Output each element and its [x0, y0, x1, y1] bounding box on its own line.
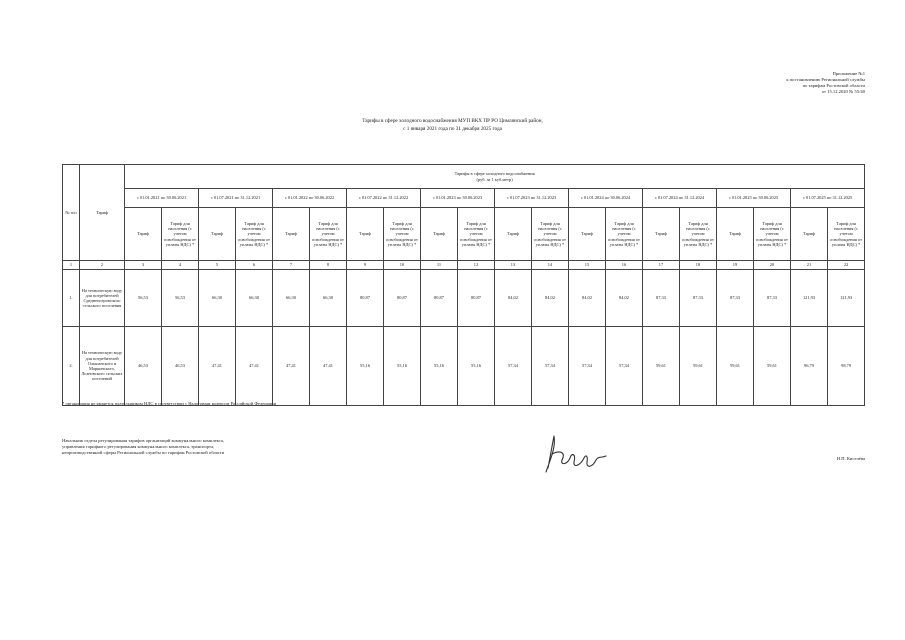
tariff-value: 46,53 — [162, 327, 199, 406]
appendix-header — [645, 71, 865, 95]
sub-header-tariff: Тариф — [125, 208, 162, 261]
column-number: 9 — [347, 261, 384, 270]
group-header — [125, 165, 865, 189]
tariff-value: 66,30 — [310, 270, 347, 327]
tariff-value: 84,02 — [606, 270, 643, 327]
column-number: 11 — [421, 261, 458, 270]
sub-header-tariff: Тариф — [717, 208, 754, 261]
row-tariff-name: На техническую воду для потребителей Среднепогромского сельского поселения — [80, 270, 125, 327]
appendix-line-4: от 15.12.2020 № 55/40 — [821, 89, 865, 94]
row-number: 1. — [63, 270, 80, 327]
column-number: 21 — [791, 261, 828, 270]
sub-header-tariff: Тариф — [347, 208, 384, 261]
sub-header-population-tariff: Тариф для населения (с учетом освобождения от уплаты НДС) * — [236, 208, 273, 261]
period-header: с 01.07.2022 по 31.12.2022 — [347, 189, 421, 208]
tariff-value: 56,53 — [125, 270, 162, 327]
tariff-value: 55,16 — [421, 327, 458, 406]
row-number: 2. — [63, 327, 80, 406]
tariff-value: 55,16 — [458, 327, 495, 406]
tariff-value: 59,61 — [717, 327, 754, 406]
tariff-value: 80,87 — [384, 270, 421, 327]
tariff-value: 59,61 — [754, 327, 791, 406]
sub-header-population-tariff: Тариф для населения (с учетом освобождения от уплаты НДС) * — [754, 208, 791, 261]
tariff-value: 47,41 — [199, 327, 236, 406]
sub-header-population-tariff: Тариф для населения (с учетом освобождения от уплаты НДС) * — [680, 208, 717, 261]
column-number-row — [63, 261, 865, 270]
sub-header-population-tariff: Тариф для населения (с учетом освобождения от уплаты НДС) * — [310, 208, 347, 261]
signatory-position — [62, 438, 322, 457]
period-header: с 01.07.2023 по 31.12.2023 — [495, 189, 569, 208]
period-header: с 01.01.2022 по 30.06.2022 — [273, 189, 347, 208]
tariff-value: 80,87 — [458, 270, 495, 327]
column-number: 5 — [199, 261, 236, 270]
period-header: с 01.01.2024 по 30.06.2024 — [569, 189, 643, 208]
period-header: с 01.01.2025 по 30.06.2025 — [717, 189, 791, 208]
sub-header-tariff: Тариф — [791, 208, 828, 261]
tariff-value: 55,16 — [347, 327, 384, 406]
tariff-value: 87,33 — [717, 270, 754, 327]
signatory-name: Н.П. Киселёва — [836, 456, 865, 461]
group-header-line-2: (руб. за 1 куб.метр) — [476, 176, 513, 182]
tariff-table — [62, 164, 865, 406]
tariff-value: 66,30 — [199, 270, 236, 327]
col-tariff-header: Тариф — [80, 165, 125, 261]
tariff-value: 57,34 — [569, 327, 606, 406]
column-number: 10 — [384, 261, 421, 270]
period-header: с 01.07.2024 по 31.12.2024 — [643, 189, 717, 208]
sub-header-tariff: Тариф — [643, 208, 680, 261]
column-number: 18 — [680, 261, 717, 270]
tariff-value: 57,34 — [532, 327, 569, 406]
signatory-line-3: непроизводственной сферы Региональной службы по тарифам Ростовской области — [62, 450, 225, 456]
tariff-value: 66,30 — [273, 270, 310, 327]
sub-header-population-tariff: Тариф для населения (с учетом освобождения от уплаты НДС) * — [532, 208, 569, 261]
sub-header-population-tariff: Тариф для населения (с учетом освобождения от уплаты НДС) * — [384, 208, 421, 261]
appendix-line-1: Приложение №1 — [832, 71, 865, 76]
table-row — [63, 270, 865, 327]
tariff-value: 98,79 — [828, 327, 865, 406]
sub-header-tariff: Тариф — [421, 208, 458, 261]
footnote: * организация не является плательщиком НДС в соответствии с Налоговым кодексом Российской Федерации — [62, 401, 277, 406]
tariff-value: 66,30 — [236, 270, 273, 327]
column-number: 7 — [273, 261, 310, 270]
column-number: 17 — [643, 261, 680, 270]
header-row-periods — [63, 189, 865, 208]
tariff-value: 80,87 — [421, 270, 458, 327]
header-row-subcolumns — [63, 208, 865, 261]
header-row-main — [63, 165, 865, 189]
tariff-value: 80,87 — [347, 270, 384, 327]
tariff-value: 84,02 — [495, 270, 532, 327]
sub-header-tariff: Тариф — [495, 208, 532, 261]
document-title — [0, 118, 905, 133]
row-tariff-name: На техническую воду для потребителей Ольшанского и Маркинского, Лозновского сельских поселений — [80, 327, 125, 406]
period-header: с 01.07.2021 по 31.12.2021 — [199, 189, 273, 208]
tariff-value: 46,53 — [125, 327, 162, 406]
handwritten-signature — [540, 428, 610, 483]
tariff-value: 121,93 — [828, 270, 865, 327]
tariff-value: 57,34 — [495, 327, 532, 406]
appendix-line-3: по тарифам Ростовской области — [802, 83, 865, 88]
column-number: 19 — [717, 261, 754, 270]
tariff-value: 47,41 — [273, 327, 310, 406]
tariff-value: 87,33 — [680, 270, 717, 327]
table-row — [63, 327, 865, 406]
column-number: 14 — [532, 261, 569, 270]
tariff-value: 47,41 — [310, 327, 347, 406]
column-number: 16 — [606, 261, 643, 270]
tariff-value: 59,61 — [643, 327, 680, 406]
sub-header-population-tariff: Тариф для населения (с учетом освобождения от уплаты НДС) * — [606, 208, 643, 261]
col-num-header: № п/п — [63, 165, 80, 261]
period-header: с 01.01.2021 по 30.06.2021 — [125, 189, 199, 208]
signatory-line-2: управления тарифного регулирования коммунального комплекса, транспорта, — [62, 444, 215, 450]
column-number: 3 — [125, 261, 162, 270]
column-number: 4 — [162, 261, 199, 270]
column-number: 13 — [495, 261, 532, 270]
period-header: с 01.01.2023 по 30.06.2023 — [421, 189, 495, 208]
tariff-value: 84,02 — [569, 270, 606, 327]
period-header: с 01.07.2025 по 31.12.2025 — [791, 189, 865, 208]
column-number: 12 — [458, 261, 495, 270]
group-header-line-1: Тарифы в сфере холодного водоснабжения — [454, 171, 535, 177]
column-number: 20 — [754, 261, 791, 270]
sub-header-tariff: Тариф — [273, 208, 310, 261]
title-line-2: с 1 января 2021 года по 31 декабря 2025 года — [403, 125, 502, 132]
column-number: 2 — [80, 261, 125, 270]
sub-header-tariff: Тариф — [199, 208, 236, 261]
tariff-value: 87,33 — [643, 270, 680, 327]
tariff-value: 84,02 — [532, 270, 569, 327]
sub-header-population-tariff: Тариф для населения (с учетом освобождения от уплаты НДС) * — [828, 208, 865, 261]
tariff-value: 57,34 — [606, 327, 643, 406]
tariff-value: 59,61 — [680, 327, 717, 406]
tariff-value: 47,41 — [236, 327, 273, 406]
tariff-value: 121,93 — [791, 270, 828, 327]
column-number: 6 — [236, 261, 273, 270]
column-number: 22 — [828, 261, 865, 270]
tariff-value: 56,53 — [162, 270, 199, 327]
sub-header-population-tariff: Тариф для населения (с учетом освобождения от уплаты НДС) * — [458, 208, 495, 261]
signatory-line-1: Начальник отдела регулирования тарифов организаций коммунального комплекса, — [62, 438, 225, 443]
tariff-value: 55,16 — [384, 327, 421, 406]
tariff-value: 96,79 — [791, 327, 828, 406]
column-number: 15 — [569, 261, 606, 270]
sub-header-tariff: Тариф — [569, 208, 606, 261]
column-number: 8 — [310, 261, 347, 270]
appendix-line-2: к постановлению Региональной службы — [786, 77, 865, 82]
sub-header-population-tariff: Тариф для населения (с учетом освобождения от уплаты НДС) * — [162, 208, 199, 261]
tariff-value: 87,33 — [754, 270, 791, 327]
title-line-1: Тарифы в сфере холодного водоснабжения МУП ВКХ ПР РО Цимлянский район, — [362, 118, 543, 124]
column-number: 1 — [63, 261, 80, 270]
